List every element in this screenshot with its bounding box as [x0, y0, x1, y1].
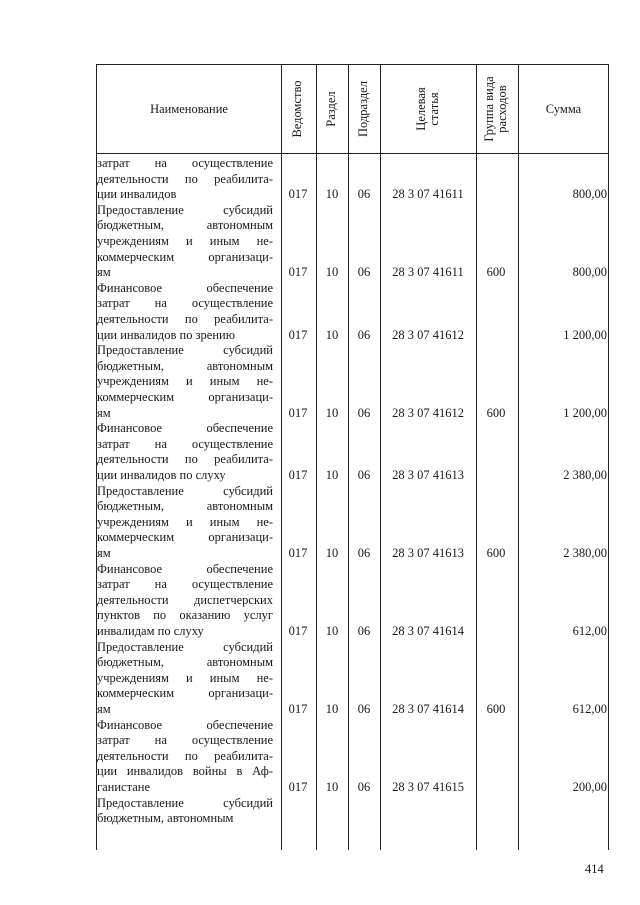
- row-name: [97, 281, 273, 343]
- row-gruppa-vida: 600: [486, 702, 506, 716]
- col-divider-pod: [348, 64, 349, 850]
- row-podrazdel: 06: [357, 405, 371, 420]
- row-name-line: бюджетным, автономным: [97, 218, 273, 233]
- row-razdel: 10: [325, 265, 339, 280]
- row-name-line: учреждениям и иным не-: [97, 233, 273, 248]
- row-podrazdel: 06: [357, 265, 371, 280]
- col-divider-sum: [518, 64, 519, 850]
- row-name: [97, 640, 273, 718]
- row-name: [97, 203, 273, 281]
- row-name-line: ции инвалидов войны в Аф-: [97, 764, 273, 779]
- row-razdel: 10: [325, 624, 339, 638]
- row-name-line: Предоставление субсидий: [97, 639, 273, 654]
- row-celevaya-statya: 28 3 07 41614: [392, 624, 464, 638]
- row-name-line: затрат на осуществление: [97, 156, 273, 170]
- row-name-line: учреждениям и иным не-: [97, 514, 273, 529]
- row-celevaya-statya: 28 3 07 41611: [392, 265, 464, 280]
- row-vedomstvo: 017: [288, 702, 308, 716]
- row-name-line: ям: [97, 701, 111, 716]
- col-divider-ved: [281, 64, 282, 850]
- header-razdel: Раздел: [324, 91, 338, 127]
- row-podrazdel: 06: [357, 546, 371, 560]
- row-name-line: ганистане: [97, 779, 151, 794]
- col-divider-grp: [476, 64, 477, 850]
- row-podrazdel: 06: [357, 187, 371, 202]
- row-name-line: коммерческим организаци-: [97, 249, 273, 264]
- row-name-line: бюджетным, автономным: [97, 811, 234, 826]
- row-vedomstvo: 017: [288, 780, 308, 794]
- row-razdel: 10: [325, 327, 339, 342]
- col-divider-raz: [316, 64, 317, 850]
- row-vedomstvo: 017: [288, 624, 308, 638]
- row-razdel: 10: [325, 187, 339, 202]
- col-divider-cel: [380, 64, 381, 850]
- row-name-line: Финансовое обеспечение: [97, 717, 273, 732]
- row-name: [97, 484, 273, 562]
- row-name: [97, 156, 273, 203]
- row-name: [97, 421, 273, 483]
- row-name-line: Финансовое обеспечение: [97, 561, 273, 576]
- row-name-line: затрат на осуществление: [97, 296, 273, 311]
- row-podrazdel: 06: [357, 780, 371, 794]
- header-gruppa-vida-rashodov: Группа вида расходов: [482, 76, 509, 142]
- row-name-line: коммерческим организаци-: [97, 389, 273, 404]
- row-name-line: Предоставление субсидий: [97, 202, 273, 217]
- row-name-line: ям: [97, 405, 111, 420]
- row-vedomstvo: 017: [288, 546, 308, 560]
- row-name-line: коммерческим организаци-: [97, 686, 273, 701]
- row-name-line: пунктов по оказанию услуг: [97, 608, 273, 623]
- row-name-line: деятельности по реабилита-: [97, 452, 273, 467]
- header-celevaya-statya: Целевая статья: [414, 87, 441, 131]
- row-name-line: Финансовое обеспечение: [97, 421, 273, 436]
- row-summa: 612,00: [572, 624, 607, 638]
- row-name-line: коммерческим организаци-: [97, 530, 273, 545]
- row-celevaya-statya: 28 3 07 41612: [392, 405, 464, 420]
- row-name-line: ям: [97, 545, 111, 560]
- row-vedomstvo: 017: [288, 187, 308, 202]
- row-celevaya-statya: 28 3 07 41613: [392, 546, 464, 560]
- row-podrazdel: 06: [357, 702, 371, 716]
- row-name-line: Предоставление субсидий: [97, 343, 273, 358]
- row-razdel: 10: [325, 405, 339, 420]
- row-razdel: 10: [325, 702, 339, 716]
- row-podrazdel: 06: [357, 327, 371, 342]
- row-vedomstvo: 017: [288, 405, 308, 420]
- row-celevaya-statya: 28 3 07 41615: [392, 780, 464, 794]
- row-celevaya-statya: 28 3 07 41611: [392, 187, 464, 202]
- row-name-line: бюджетным, автономным: [97, 499, 273, 514]
- row-summa: 1 200,00: [563, 405, 607, 420]
- row-name-line: инвалидам по слуху: [97, 623, 204, 638]
- row-celevaya-statya: 28 3 07 41614: [392, 702, 464, 716]
- row-celevaya-statya: 28 3 07 41613: [392, 468, 464, 482]
- row-summa: 800,00: [572, 187, 607, 202]
- row-vedomstvo: 017: [288, 327, 308, 342]
- row-summa: 200,00: [572, 780, 607, 794]
- row-razdel: 10: [325, 780, 339, 794]
- table-right-border: [608, 64, 609, 850]
- row-podrazdel: 06: [357, 468, 371, 482]
- row-name-line: ции инвалидов по зрению: [97, 327, 236, 342]
- row-name-line: деятельности по реабилита-: [97, 311, 273, 326]
- row-vedomstvo: 017: [288, 468, 308, 482]
- row-celevaya-statya: 28 3 07 41612: [392, 327, 464, 342]
- row-name-line: Предоставление субсидий: [97, 795, 273, 810]
- row-name-line: ции инвалидов по слуху: [97, 467, 226, 482]
- row-gruppa-vida: 600: [486, 405, 506, 420]
- row-name-line: ции инвалидов: [97, 187, 177, 202]
- row-summa: 1 200,00: [563, 327, 607, 342]
- page-number: 414: [585, 862, 604, 876]
- row-name-line: учреждениям и иным не-: [97, 374, 273, 389]
- row-name-line: Финансовое обеспечение: [97, 280, 273, 295]
- row-name: [97, 562, 273, 640]
- row-name-line: Предоставление субсидий: [97, 483, 273, 498]
- row-razdel: 10: [325, 546, 339, 560]
- header-podrazdel: Подраздел: [356, 81, 370, 137]
- row-name-line: деятельности диспетчерских: [97, 592, 273, 607]
- row-name: [97, 796, 273, 827]
- row-name-line: деятельности по реабилита-: [97, 171, 273, 186]
- header-vedomstvo: Ведомство: [290, 80, 304, 138]
- row-name-line: учреждениям и иным не-: [97, 670, 273, 685]
- row-name-line: бюджетным, автономным: [97, 358, 273, 373]
- row-name-line: затрат на осуществление: [97, 733, 273, 748]
- row-razdel: 10: [325, 468, 339, 482]
- row-vedomstvo: 017: [288, 265, 308, 280]
- row-summa: 2 380,00: [563, 546, 607, 560]
- row-summa: 800,00: [572, 265, 607, 280]
- row-podrazdel: 06: [357, 624, 371, 638]
- header-name: Наименование: [150, 101, 228, 116]
- header-summa: Сумма: [545, 101, 582, 116]
- row-name: [97, 343, 273, 421]
- row-gruppa-vida: 600: [486, 546, 506, 560]
- row-gruppa-vida: 600: [486, 265, 506, 280]
- row-name-line: ям: [97, 265, 111, 280]
- row-name-line: затрат на осуществление: [97, 577, 273, 592]
- row-name: [97, 718, 273, 796]
- row-name-line: деятельности по реабилита-: [97, 748, 273, 763]
- row-summa: 2 380,00: [563, 468, 607, 482]
- header-bottom-border: [96, 153, 608, 154]
- row-summa: 612,00: [572, 702, 607, 716]
- row-name-line: затрат на осуществление: [97, 436, 273, 451]
- row-name-line: бюджетным, автономным: [97, 655, 273, 670]
